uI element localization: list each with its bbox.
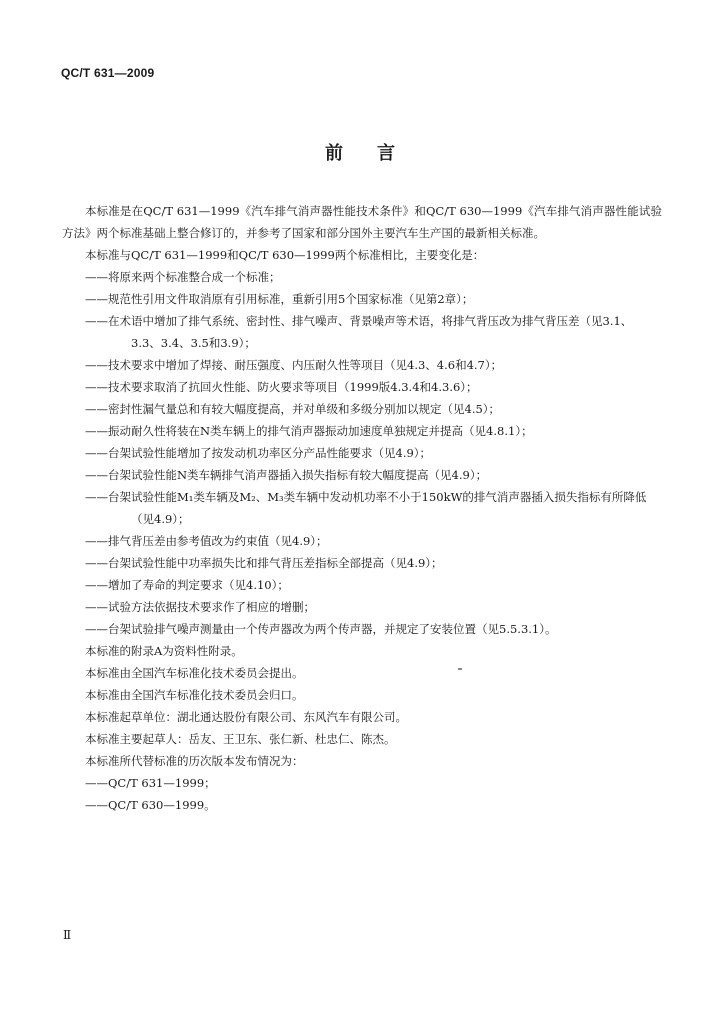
document-body <box>62 200 662 816</box>
change-item: ——技术要求中增加了焊接、耐压强度、内压耐久性等项目（见4.3、4.6和4.7）； <box>85 358 503 372</box>
change-item: ——在术语中增加了排气系统、密封性、排气噪声、背景噪声等术语，将排气背压改为排气背压差（见3.1、3.3、3.4、3.5和3.9）； <box>85 314 633 350</box>
drafters-note: 本标准主要起草人：岳友、王卫东、张仁新、杜忠仁、陈杰。 <box>85 732 396 746</box>
change-item: ——密封性漏气量总和有较大幅度提高，并对单级和多级分别加以规定（见4.5）； <box>85 402 501 416</box>
change-item: ——台架试验性能增加了按发动机功率区分产品性能要求（见4.9）； <box>85 446 432 460</box>
history-item: ——QC/T 631—1999； <box>85 776 216 790</box>
drafting-units-note: 本标准起草单位：湖北通达股份有限公司、东风汽车有限公司。 <box>85 710 407 724</box>
administrator-note: 本标准由全国汽车标准化技术委员会归口。 <box>85 688 304 702</box>
change-item: ——规范性引用文件取消原有引用标准，重新引用5个国家标准（见第2章）； <box>85 292 474 306</box>
standard-code: QC/T 631—2009 <box>61 66 155 80</box>
change-item: ——技术要求取消了抗回火性能、防火要求等项目（1999版4.3.4和4.3.6）； <box>85 380 478 394</box>
change-item: ——台架试验性能M₁类车辆及M₂、M₃类车辆中发动机功率不小于150kW的排气消声器插入损失指标有所降低（见4.9）； <box>85 490 647 526</box>
scan-speck <box>458 668 462 670</box>
change-item: ——台架试验排气噪声测量由一个传声器改为两个传声器，并规定了安装位置（见5.5.3.1）。 <box>85 622 557 636</box>
change-item: ——台架试验性能中功率损失比和排气背压差指标全部提高（见4.9）； <box>85 556 443 570</box>
changes-intro-paragraph: 本标准与QC/T 631—1999和QC/T 630—1999两个标准相比，主要变化是： <box>85 248 485 262</box>
change-item: ——排气背压差由参考值改为约束值（见4.9）； <box>85 534 328 548</box>
history-intro: 本标准所代替标准的历次版本发布情况为： <box>85 754 304 768</box>
change-item: ——将原来两个标准整合成一个标准； <box>85 270 281 284</box>
change-item: ——增加了寿命的判定要求（见4.10）； <box>85 578 289 592</box>
history-item: ——QC/T 630—1999。 <box>85 798 216 812</box>
page-title: 前言 <box>325 143 429 164</box>
page-number: Ⅱ <box>63 928 72 942</box>
proposer-note: 本标准由全国汽车标准化技术委员会提出。 <box>85 666 304 680</box>
change-item: ——振动耐久性将装在N类车辆上的排气消声器振动加速度单独规定并提高（见4.8.1）； <box>85 424 533 438</box>
change-item: ——试验方法依据技术要求作了相应的增删； <box>85 600 315 614</box>
change-item: ——台架试验性能N类车辆排气消声器插入损失指标有较大幅度提高（见4.9）； <box>85 468 488 482</box>
intro-paragraph: 本标准是在QC/T 631—1999《汽车排气消声器性能技术条件》和QC/T 630—1999《汽车排气消声器性能试验方法》两个标准基础上整合修订的，并参考了国家和部分国外主要汽车生产国的最新相关标准。 <box>62 204 662 240</box>
appendix-note: 本标准的附录A为资料性附录。 <box>85 644 243 658</box>
